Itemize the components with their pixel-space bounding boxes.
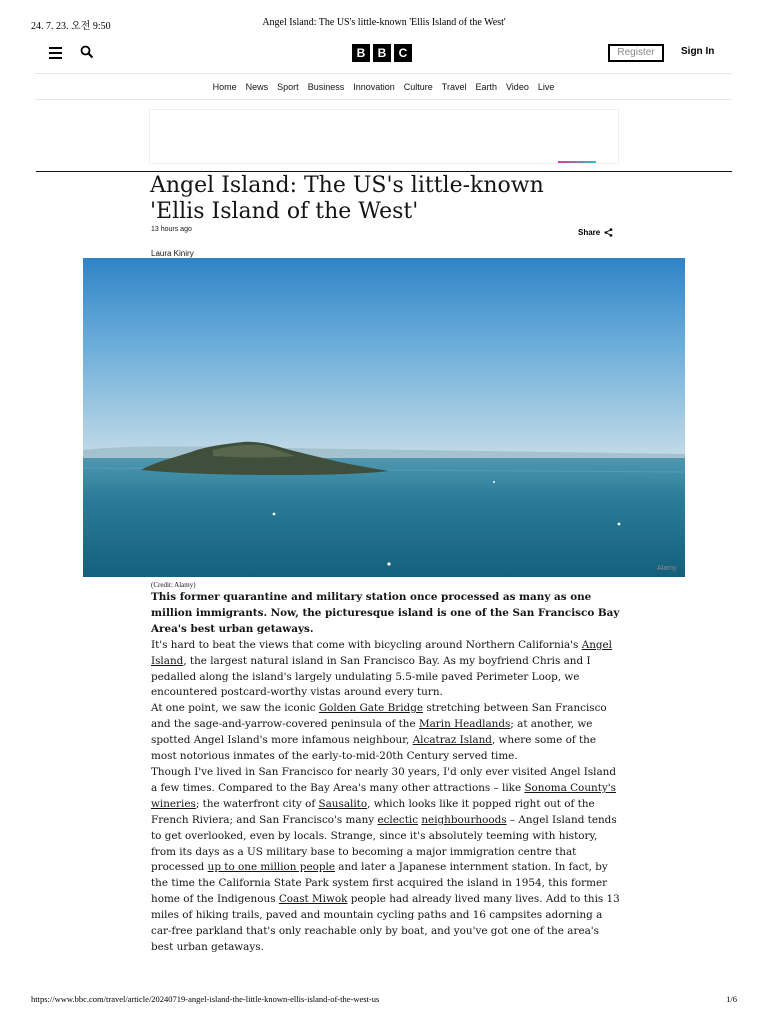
article-paragraph [151,701,621,765]
print-url: https://www.bbc.com/travel/article/20240719-angel-island-the-little-known-ellis-island-of-the-west-us [31,994,380,1004]
link-one-million-people[interactable]: up to one million people [207,861,335,874]
print-title: Angel Island: The US's little-known 'Ellis Island of the West' [262,17,506,28]
nav-item-culture[interactable]: Culture [403,82,433,92]
print-header [31,17,737,31]
logo-letter: B [352,44,370,62]
paragraph-text: ; at another, we spotted Angel Island's more infamous neighbour, [151,718,593,747]
link-sausalito[interactable]: Sausalito [318,797,368,810]
nav-item-business[interactable]: Business [307,82,345,92]
paragraph-text: people had already lived many lives. Add to this 13 miles of hiking trails, paved and mountain cycling paths and 16 campsites adorning a car-free parkland that's only reachable only by boat, and you've got one of the area's best urban getaways. [151,893,620,953]
section-divider [36,171,732,172]
print-footer [31,994,737,1008]
nav-item-video[interactable]: Video [505,82,529,92]
link-marin-headlands[interactable]: Marin Headlands [418,718,511,731]
link-sonoma-wineries[interactable]: Sonoma County's wineries [151,781,616,810]
link-neighbourhoods[interactable]: neighbourhoods [421,813,507,826]
paragraph-text: , which looks like it popped right out of the French Riviera; and San Francisco's many [151,797,595,826]
paragraph-text: and later a Japanese internment station. In fact, by the time the California State Park system first acquired the island in 1954, this former home of the Indigenous [151,861,608,906]
article-paragraph [151,765,621,956]
logo-letter: C [394,44,412,62]
sign-in-link[interactable]: Sign In [681,46,715,57]
register-button[interactable]: Register [608,44,664,62]
nav-item-innovation[interactable]: Innovation [353,82,395,92]
nav-item-earth[interactable]: Earth [475,82,497,92]
share-button[interactable] [578,228,613,237]
hamburger-icon[interactable] [49,47,63,59]
link-coast-miwok[interactable]: Coast Miwok [278,893,348,906]
page-number: 1/6 [726,994,737,1004]
paragraph-text: stretching between San Francisco and the sage-and-yarrow-covered peninsula of the [151,702,607,731]
logo-letter: B [373,44,391,62]
paragraph-text: It's hard to beat the views that come with bicycling around Northern California's [151,638,582,651]
nav-item-travel[interactable]: Travel [441,82,467,92]
link-golden-gate-bridge[interactable]: Golden Gate Bridge [318,702,424,715]
article-body [151,590,621,956]
paragraph-text: , where some of the most notorious inmates of the early-to-mid-20th Century served time. [151,734,597,763]
paragraph-text: – Angel Island tends to get overlooked, even by locals. Strange, since it's absolutely teeming with history, from its days as a US military base to becoming a major immigration centre that processed [151,813,617,874]
article-author: Laura Kiniry [151,249,194,258]
site-header [35,38,732,74]
ad-loading-bar [558,161,596,163]
paragraph-text: At one point, we saw the iconic [151,702,319,715]
ad-slot [149,109,619,164]
paragraph-text: , the largest natural island in San Francisco Bay. As my boyfriend Chris and I pedalled along the island's largely undulating 5.5-mile paved Perimeter Loop, we encountered postcard-worthy vistas around every turn. [151,654,591,699]
main-nav [35,75,732,100]
link-angel-island[interactable]: Angel Island [151,638,613,667]
link-eclectic[interactable]: eclectic [377,813,419,826]
image-credit: Alamy [657,565,677,572]
bbc-logo[interactable] [352,44,412,62]
nav-item-live[interactable]: Live [537,82,555,92]
search-icon[interactable] [80,45,96,61]
nav-item-sport[interactable]: Sport [277,82,299,92]
link-alcatraz-island[interactable]: Alcatraz Island [412,734,492,747]
hero-image [83,258,685,577]
article-timestamp: 13 hours ago [151,226,192,233]
nav-item-home[interactable]: Home [212,82,237,92]
article-paragraph [151,638,621,702]
paragraph-text: Though I've lived in San Francisco for nearly 30 years, I'd only ever visited Angel Island a few times. Compared to the Bay Area's many other attractions – like [151,765,617,794]
nav-item-news[interactable]: News [245,82,269,92]
share-label: Share [578,228,601,237]
share-icon [604,228,613,237]
print-date: 24. 7. 23. 오전 9:50 [31,21,111,32]
image-caption: (Credit: Alamy) [151,581,196,589]
article-lead: This former quarantine and military station once processed as many as one million immigrants. Now, the picturesque island is one of the San Francisco Bay Area's best urban getaways. [151,591,620,635]
paragraph-text: ; the waterfront city of [195,797,319,810]
article-headline: Angel Island: The US's little-known 'Ellis Island of the West' [150,173,544,224]
